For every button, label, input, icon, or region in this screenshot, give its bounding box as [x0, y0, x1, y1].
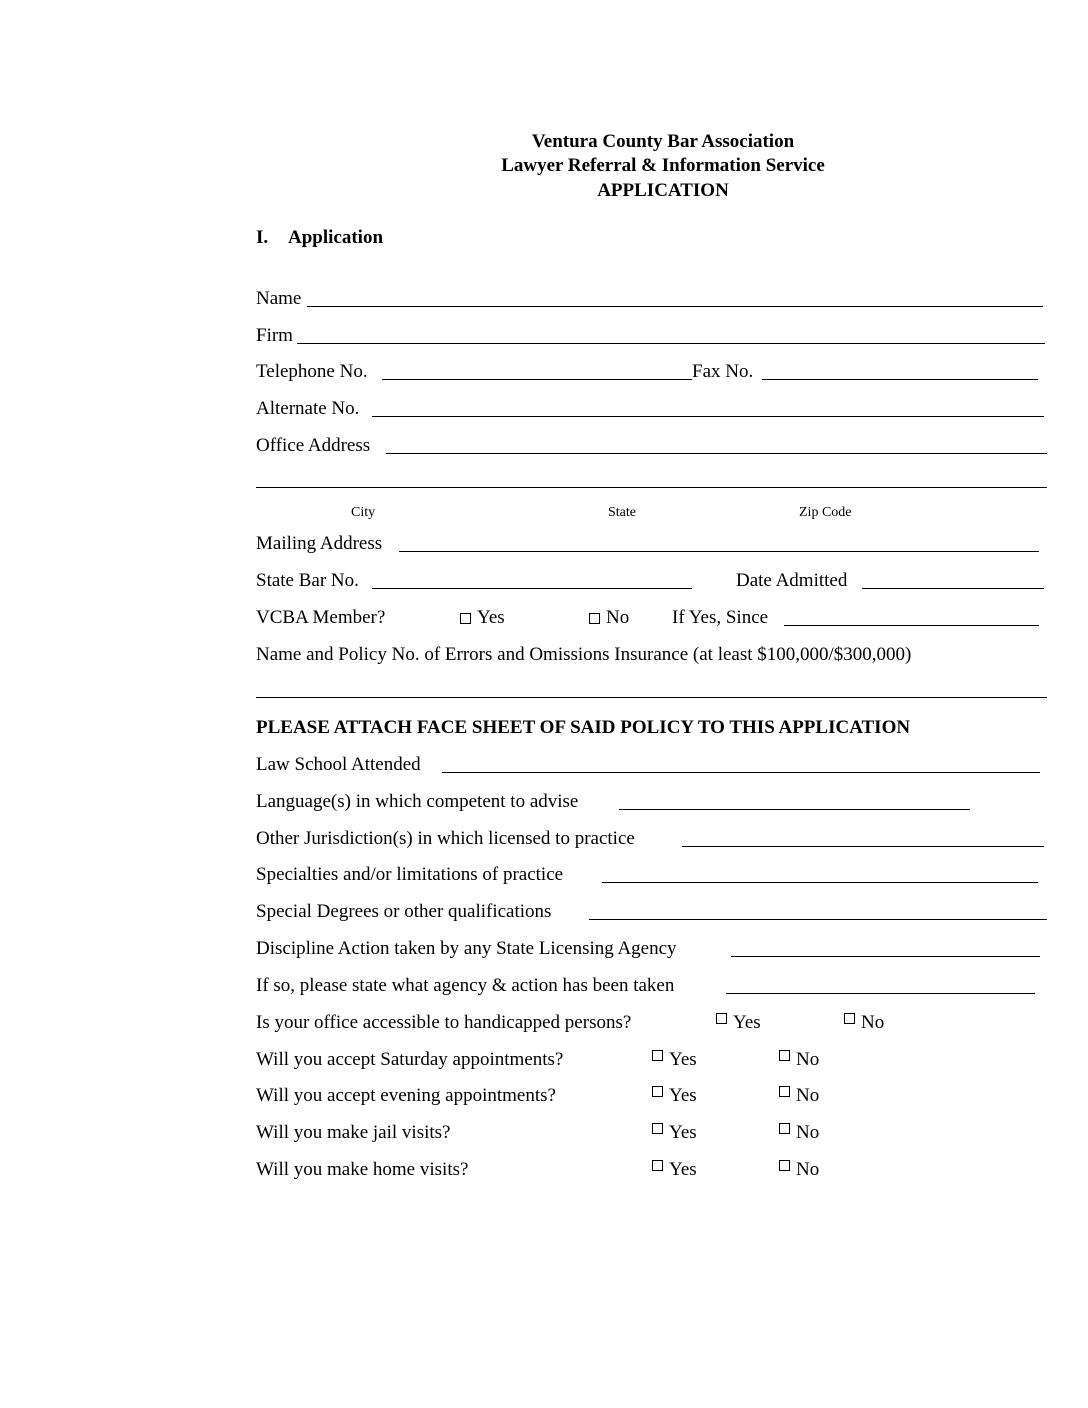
handicapped-question: Is your office accessible to handicapped persons? — [256, 1012, 632, 1033]
jurisdictions-field[interactable] — [682, 846, 1044, 847]
saturday-no-label: No — [796, 1049, 820, 1070]
checkbox-icon[interactable] — [716, 1013, 727, 1024]
name-field[interactable] — [307, 306, 1043, 307]
city-caption: City — [351, 505, 376, 520]
mailing-address-field[interactable] — [399, 551, 1039, 552]
checkbox-icon[interactable] — [589, 613, 600, 624]
discipline-label: Discipline Action taken by any State Licensing Agency — [256, 938, 677, 959]
languages-label: Language(s) in which competent to advise — [256, 791, 579, 812]
home-yes-label: Yes — [669, 1159, 697, 1180]
saturday-no-option[interactable] — [779, 1050, 819, 1069]
handicapped-no-label: No — [861, 1012, 885, 1033]
checkbox-icon[interactable] — [652, 1160, 663, 1171]
evening-yes-label: Yes — [669, 1085, 697, 1106]
form-title: APPLICATION — [597, 180, 729, 201]
fax-label: Fax No. — [692, 361, 754, 382]
handicapped-no-option[interactable] — [844, 1013, 884, 1032]
insurance-field[interactable] — [256, 697, 1047, 698]
insurance-label: Name and Policy No. of Errors and Omissions Insurance (at least $100,000/$300,000) — [256, 644, 912, 665]
specialties-field[interactable] — [602, 882, 1038, 883]
firm-field[interactable] — [297, 343, 1045, 344]
jail-question: Will you make jail visits? — [256, 1122, 451, 1143]
saturday-yes-option[interactable] — [652, 1050, 697, 1069]
alternate-label: Alternate No. — [256, 398, 360, 419]
handicapped-yes-option[interactable] — [716, 1013, 761, 1032]
jurisdictions-label: Other Jurisdiction(s) in which licensed to practice — [256, 828, 635, 849]
vcba-no-option[interactable] — [589, 608, 629, 627]
vcba-no-label: No — [606, 607, 630, 628]
mailing-address-label: Mailing Address — [256, 533, 383, 554]
vcba-member-label: VCBA Member? — [256, 607, 386, 628]
home-no-option[interactable] — [779, 1160, 819, 1179]
checkbox-icon[interactable] — [652, 1086, 663, 1097]
degrees-label: Special Degrees or other qualifications — [256, 901, 552, 922]
saturday-question: Will you accept Saturday appointments? — [256, 1049, 564, 1070]
evening-question: Will you accept evening appointments? — [256, 1085, 556, 1106]
discipline-field[interactable] — [731, 956, 1040, 957]
vcba-yes-option[interactable] — [460, 608, 505, 627]
section-number: I. — [256, 227, 269, 248]
org-title: Ventura County Bar Association — [531, 131, 795, 152]
checkbox-icon[interactable] — [652, 1050, 663, 1061]
telephone-label: Telephone No. — [256, 361, 368, 382]
office-address-field[interactable] — [386, 453, 1047, 454]
agency-action-label: If so, please state what agency & action has been taken — [256, 975, 675, 996]
specialties-label: Specialties and/or limitations of practice — [256, 864, 564, 885]
office-address-line2[interactable] — [256, 487, 1047, 488]
checkbox-icon[interactable] — [844, 1013, 855, 1024]
agency-action-field[interactable] — [726, 993, 1035, 994]
checkbox-icon[interactable] — [652, 1123, 663, 1134]
state-bar-field[interactable] — [372, 588, 692, 589]
law-school-label: Law School Attended — [256, 754, 421, 775]
since-field[interactable] — [784, 625, 1039, 626]
section-title: Application — [288, 227, 384, 248]
date-admitted-field[interactable] — [862, 588, 1044, 589]
saturday-yes-label: Yes — [669, 1049, 697, 1070]
checkbox-icon[interactable] — [779, 1086, 790, 1097]
checkbox-icon[interactable] — [779, 1123, 790, 1134]
law-school-field[interactable] — [442, 772, 1040, 773]
firm-label: Firm — [256, 325, 293, 346]
name-label: Name — [256, 288, 302, 309]
home-no-label: No — [796, 1159, 820, 1180]
jail-yes-label: Yes — [669, 1122, 697, 1143]
checkbox-icon[interactable] — [460, 613, 471, 624]
office-address-label: Office Address — [256, 435, 371, 456]
home-yes-option[interactable] — [652, 1160, 697, 1179]
zip-caption: Zip Code — [799, 505, 852, 520]
degrees-field[interactable] — [589, 919, 1047, 920]
fax-field[interactable] — [762, 379, 1038, 380]
telephone-field[interactable] — [382, 379, 692, 380]
jail-no-option[interactable] — [779, 1123, 819, 1142]
vcba-yes-label: Yes — [477, 607, 505, 628]
handicapped-yes-label: Yes — [733, 1012, 761, 1033]
attach-notice: PLEASE ATTACH FACE SHEET OF SAID POLICY TO THIS APPLICATION — [256, 717, 911, 738]
checkbox-icon[interactable] — [779, 1050, 790, 1061]
alternate-field[interactable] — [372, 416, 1044, 417]
since-label: If Yes, Since — [672, 607, 769, 628]
languages-field[interactable] — [619, 809, 970, 810]
jail-no-label: No — [796, 1122, 820, 1143]
date-admitted-label: Date Admitted — [736, 570, 848, 591]
state-caption: State — [608, 505, 636, 520]
evening-no-option[interactable] — [779, 1086, 819, 1105]
service-title: Lawyer Referral & Information Service — [501, 155, 825, 176]
jail-yes-option[interactable] — [652, 1123, 697, 1142]
evening-no-label: No — [796, 1085, 820, 1106]
state-bar-label: State Bar No. — [256, 570, 359, 591]
checkbox-icon[interactable] — [779, 1160, 790, 1171]
evening-yes-option[interactable] — [652, 1086, 697, 1105]
home-question: Will you make home visits? — [256, 1159, 469, 1180]
